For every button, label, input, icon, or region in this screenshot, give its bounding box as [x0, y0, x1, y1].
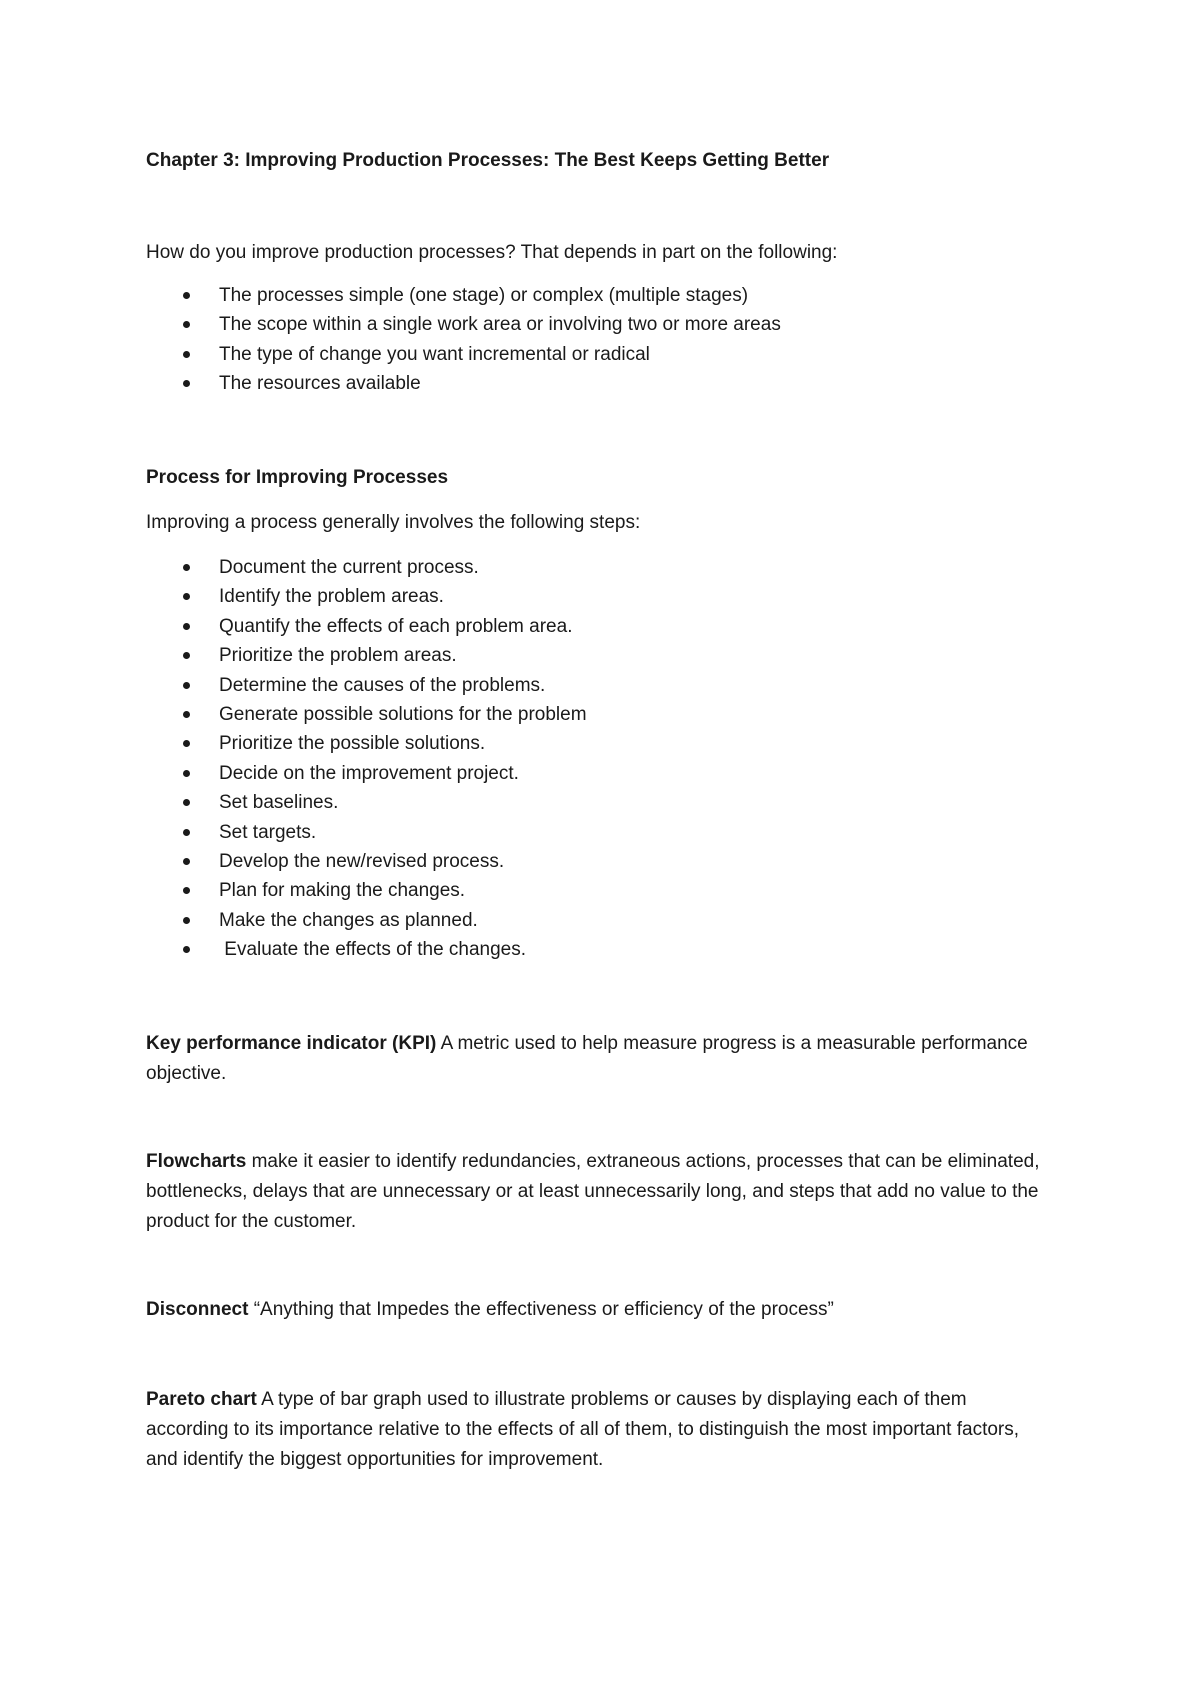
list-item	[146, 310, 781, 339]
list-item-text: Evaluate the effects of the changes.	[219, 939, 527, 961]
list-item-text: Decide on the improvement project.	[219, 762, 519, 784]
steps-intro: Improving a process generally involves the following steps:	[146, 512, 641, 533]
list-item	[146, 553, 587, 582]
bullet-icon	[183, 711, 190, 718]
intro-paragraph: How do you improve production processes? That depends in part on the following:	[146, 242, 838, 263]
list-item-text: Quantify the effects of each problem area.	[219, 615, 573, 637]
list-item-text: Set targets.	[219, 821, 317, 843]
bullet-icon	[183, 321, 190, 328]
bullet-icon	[183, 351, 190, 358]
pareto-term: Pareto chart	[146, 1389, 257, 1410]
list-item-text: Identify the problem areas.	[219, 586, 444, 608]
section-heading: Process for Improving Processes	[146, 467, 449, 488]
disconnect-paragraph	[146, 1295, 1046, 1325]
disconnect-term: Disconnect	[146, 1299, 249, 1320]
flowcharts-definition: make it easier to identify redundancies, extraneous actions, processes that can be eliminated, bottlenecks, delays that are unnecessary or at least unnecessarily long, and steps that add no value to the product for the customer.	[146, 1151, 1040, 1232]
list-item-text: Make the changes as planned.	[219, 909, 478, 931]
list-item	[146, 876, 587, 905]
list-item-text: Set baselines.	[219, 792, 339, 814]
kpi-paragraph	[146, 1029, 1046, 1089]
steps-list	[146, 553, 587, 964]
bullet-icon	[183, 564, 190, 571]
kpi-definition: A metric used to help measure progress is a measurable performance objective.	[146, 1033, 1028, 1084]
list-item	[146, 641, 587, 670]
list-item	[146, 906, 587, 935]
list-item-text: The scope within a single work area or involving two or more areas	[219, 314, 781, 336]
pareto-definition: A type of bar graph used to illustrate problems or causes by displaying each of them according to its importance relative to the effects of all of them, to distinguish the most important factors, and identify the biggest opportunities for improvement.	[146, 1389, 1020, 1470]
list-item-text: Determine the causes of the problems.	[219, 674, 546, 696]
bullet-icon	[183, 593, 190, 600]
list-item	[146, 935, 587, 964]
list-item-text: The resources available	[219, 373, 421, 395]
bullet-icon	[183, 292, 190, 299]
bullet-icon	[183, 946, 190, 953]
bullet-icon	[183, 740, 190, 747]
disconnect-definition: “Anything that Impedes the effectiveness or efficiency of the process”	[248, 1299, 834, 1320]
bullet-icon	[183, 682, 190, 689]
list-item-text: Plan for making the changes.	[219, 880, 466, 902]
list-item	[146, 818, 587, 847]
bullet-icon	[183, 623, 190, 630]
list-item-text: Generate possible solutions for the problem	[219, 703, 587, 725]
bullet-icon	[183, 887, 190, 894]
pareto-paragraph	[146, 1385, 1046, 1475]
list-item	[146, 671, 587, 700]
list-item	[146, 582, 587, 611]
bullet-icon	[183, 799, 190, 806]
factors-list	[146, 281, 781, 399]
bullet-icon	[183, 858, 190, 865]
list-item	[146, 847, 587, 876]
list-item-text: Prioritize the problem areas.	[219, 645, 457, 667]
list-item-text: Prioritize the possible solutions.	[219, 733, 486, 755]
bullet-icon	[183, 652, 190, 659]
bullet-icon	[183, 770, 190, 777]
list-item	[146, 759, 587, 788]
bullet-icon	[183, 829, 190, 836]
list-item-text: The processes simple (one stage) or complex (multiple stages)	[219, 285, 749, 306]
list-item	[146, 340, 781, 369]
flowcharts-paragraph	[146, 1147, 1046, 1237]
list-item-text: Develop the new/revised process.	[219, 850, 505, 872]
list-item	[146, 700, 587, 729]
kpi-term: Key performance indicator (KPI)	[146, 1033, 437, 1054]
list-item	[146, 281, 781, 310]
list-item	[146, 729, 587, 758]
bullet-icon	[183, 917, 190, 924]
bullet-icon	[183, 380, 190, 387]
list-item-text: The type of change you want incremental or radical	[219, 343, 650, 365]
list-item	[146, 369, 781, 398]
list-item-text: Document the current process.	[219, 557, 479, 578]
list-item	[146, 612, 587, 641]
list-item	[146, 788, 587, 817]
flowcharts-term: Flowcharts	[146, 1151, 247, 1172]
chapter-title: Chapter 3: Improving Production Processes: The Best Keeps Getting Better	[146, 150, 830, 171]
